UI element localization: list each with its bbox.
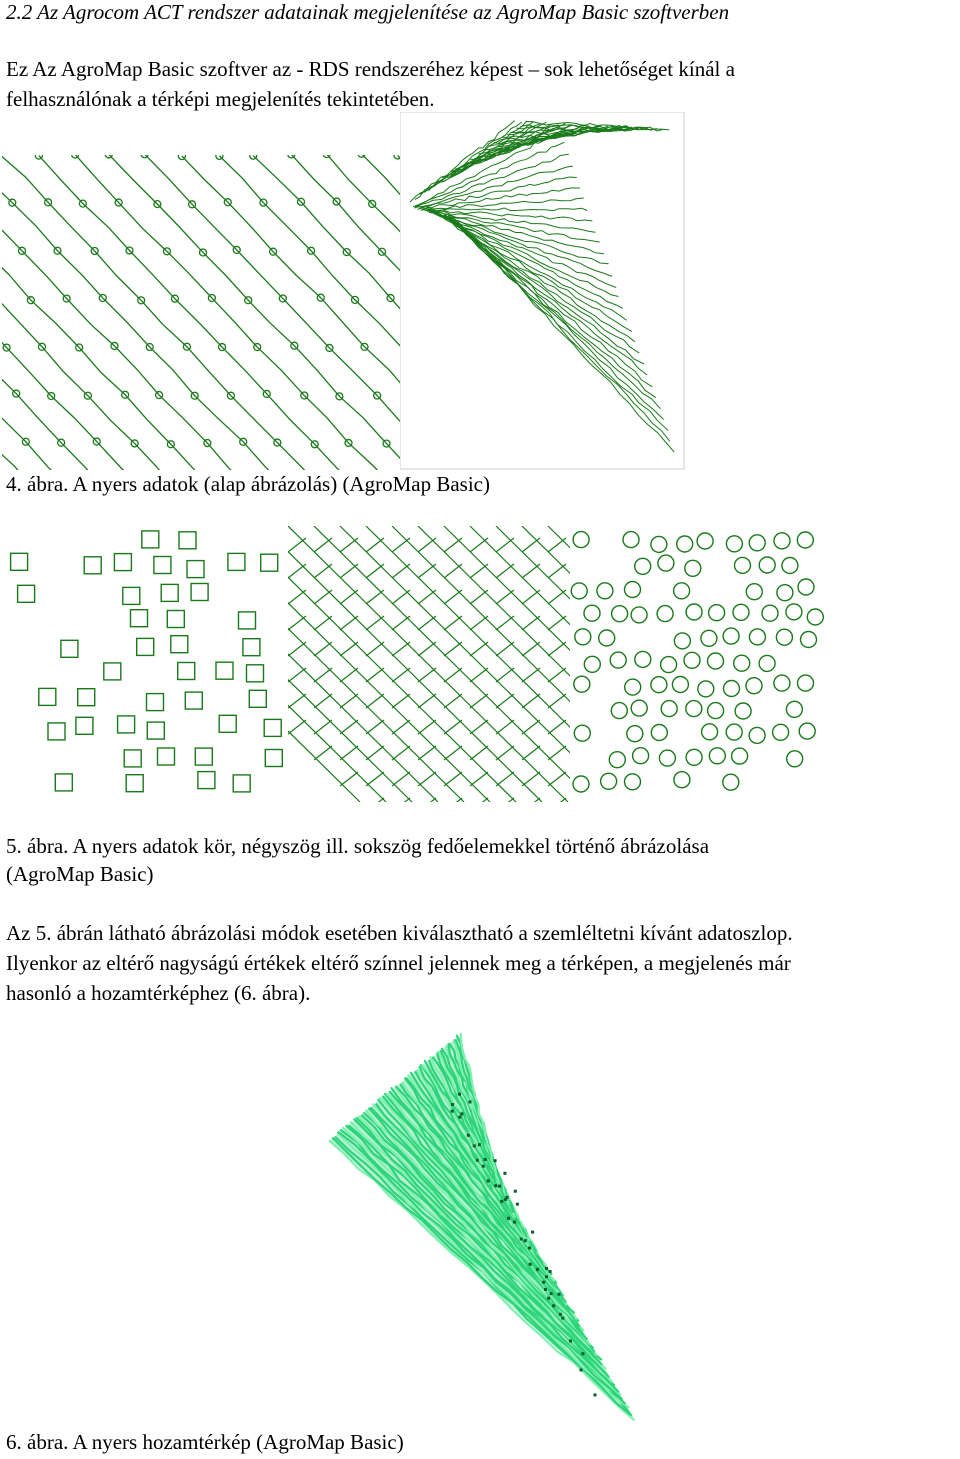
square-marker bbox=[118, 716, 135, 733]
polygon-edge bbox=[418, 668, 436, 682]
polygon-edge bbox=[418, 798, 436, 802]
square-marker bbox=[11, 553, 28, 570]
polygon-edge bbox=[522, 526, 570, 802]
polygon-edge bbox=[340, 746, 358, 760]
polygon-edge bbox=[470, 798, 488, 802]
polygon-edge bbox=[548, 694, 566, 708]
yield-dark-spot bbox=[558, 1293, 561, 1296]
circle-marker bbox=[674, 772, 690, 788]
yield-dark-spot bbox=[561, 1317, 564, 1320]
polygon-edge bbox=[366, 772, 384, 786]
circle-marker bbox=[651, 536, 667, 552]
square-marker bbox=[55, 774, 72, 791]
square-marker bbox=[195, 748, 212, 765]
circle-marker bbox=[709, 605, 725, 621]
polygon-edge bbox=[288, 526, 568, 802]
circle-marker bbox=[749, 629, 765, 645]
polygon-edge bbox=[392, 798, 410, 802]
circle-marker bbox=[633, 748, 649, 764]
circle-marker bbox=[571, 583, 587, 599]
yield-dark-spot bbox=[545, 1275, 548, 1278]
circle-marker bbox=[786, 604, 802, 620]
square-marker bbox=[48, 723, 65, 740]
yield-dark-spot bbox=[549, 1270, 552, 1273]
yield-dark-spot bbox=[487, 1179, 490, 1182]
square-marker bbox=[185, 692, 202, 709]
square-marker bbox=[179, 532, 196, 549]
yield-dark-spot bbox=[544, 1288, 547, 1291]
yield-dark-spot bbox=[594, 1393, 597, 1396]
circle-marker bbox=[733, 604, 749, 620]
polygon-edge bbox=[548, 668, 566, 682]
yield-dark-spot bbox=[504, 1198, 507, 1201]
circle-marker bbox=[735, 557, 751, 573]
circle-marker bbox=[672, 677, 688, 693]
circle-marker bbox=[597, 583, 613, 599]
yield-dark-spot bbox=[559, 1313, 562, 1316]
polygon-edge bbox=[496, 746, 514, 760]
polygon-edge bbox=[392, 746, 410, 760]
figure4-points-panel bbox=[2, 155, 400, 470]
track-line bbox=[291, 155, 400, 470]
yield-dark-spot bbox=[467, 1134, 470, 1137]
circle-marker bbox=[627, 726, 643, 742]
yield-dark-spot bbox=[494, 1159, 497, 1162]
square-marker bbox=[124, 750, 141, 767]
circle-marker bbox=[651, 677, 667, 693]
square-marker bbox=[243, 639, 260, 656]
polygon-edge bbox=[288, 526, 386, 802]
circle-marker bbox=[746, 678, 762, 694]
intro-line-2: felhasználónak a térképi megjelenítés tekintetében. bbox=[6, 87, 435, 111]
point-marker bbox=[288, 155, 295, 158]
square-marker bbox=[78, 689, 95, 706]
yield-dark-spot bbox=[469, 1100, 472, 1103]
intro-line-1: Ez Az AgroMap Basic szoftver az - RDS rendszeréhez képest – sok lehetőséget kínál a bbox=[6, 57, 735, 81]
polygon-edge bbox=[366, 746, 384, 760]
polygon-edge bbox=[288, 720, 306, 734]
point-marker bbox=[250, 155, 257, 159]
polygon-edge bbox=[418, 694, 436, 708]
yield-dark-spot bbox=[498, 1185, 501, 1188]
yield-dark-spot bbox=[547, 1297, 550, 1300]
circle-marker bbox=[799, 723, 815, 739]
square-marker bbox=[191, 584, 208, 601]
polygon-edge bbox=[340, 694, 358, 708]
circle-marker bbox=[734, 655, 750, 671]
circle-marker bbox=[686, 604, 702, 620]
square-marker bbox=[219, 715, 236, 732]
circle-marker bbox=[686, 749, 702, 765]
circle-marker bbox=[623, 532, 639, 548]
circle-marker bbox=[573, 532, 589, 548]
circle-marker bbox=[611, 703, 627, 719]
circle-marker bbox=[601, 773, 617, 789]
polygon-edge bbox=[392, 772, 410, 786]
polygon-edge bbox=[548, 746, 566, 760]
polygon-edge bbox=[470, 538, 488, 552]
polygon-edge bbox=[340, 668, 358, 682]
yield-dark-spot bbox=[529, 1263, 532, 1266]
track-line bbox=[2, 155, 107, 470]
polygon-edge bbox=[444, 668, 462, 682]
polygon-edge bbox=[470, 746, 488, 760]
polygon-edge bbox=[548, 538, 566, 552]
square-marker bbox=[167, 611, 184, 628]
yield-dark-spot bbox=[536, 1268, 539, 1271]
square-marker bbox=[137, 638, 154, 655]
square-marker bbox=[239, 612, 256, 629]
circle-marker bbox=[657, 606, 673, 622]
polygon-edge bbox=[548, 772, 566, 786]
yield-dark-spot bbox=[484, 1158, 487, 1161]
yield-dark-spot bbox=[494, 1184, 497, 1187]
polygon-edge bbox=[470, 720, 488, 734]
figure4-caption: 4. ábra. A nyers adatok (alap ábrázolás) (AgroMap Basic) bbox=[6, 472, 490, 496]
square-marker bbox=[228, 553, 245, 570]
yield-dark-spot bbox=[520, 1238, 523, 1241]
yield-dark-spot bbox=[545, 1267, 548, 1270]
circle-marker bbox=[724, 681, 740, 697]
circle-marker bbox=[575, 629, 591, 645]
polygon-edge bbox=[314, 694, 332, 708]
circle-marker bbox=[801, 632, 817, 648]
point-marker bbox=[105, 155, 112, 158]
polygon-edge bbox=[288, 694, 306, 708]
point-marker bbox=[216, 155, 223, 159]
figure5-circles-panel bbox=[570, 530, 826, 802]
square-marker bbox=[84, 557, 101, 574]
circle-marker bbox=[685, 560, 701, 576]
square-marker bbox=[249, 690, 266, 707]
polygon-edge bbox=[314, 720, 332, 734]
polygon-edge bbox=[366, 694, 384, 708]
circle-marker bbox=[746, 584, 762, 600]
circle-marker bbox=[573, 776, 589, 792]
circle-marker bbox=[631, 700, 647, 716]
point-marker bbox=[178, 155, 185, 160]
square-marker bbox=[147, 722, 164, 739]
track-line bbox=[253, 156, 400, 470]
figure5-caption-line-2: (AgroMap Basic) bbox=[6, 862, 154, 886]
polygon-edge bbox=[288, 526, 438, 802]
circle-marker bbox=[659, 750, 675, 766]
yield-dark-spot bbox=[476, 1159, 479, 1162]
polygon-edge bbox=[470, 694, 488, 708]
circle-marker bbox=[674, 633, 690, 649]
polygon-edge bbox=[496, 720, 514, 734]
circle-marker bbox=[697, 533, 713, 549]
polygon-edge bbox=[470, 526, 570, 802]
polygon-edge bbox=[288, 526, 542, 802]
point-marker bbox=[358, 155, 365, 157]
square-marker bbox=[171, 636, 188, 653]
circle-marker bbox=[708, 653, 724, 669]
square-marker bbox=[123, 587, 140, 604]
polygon-edge bbox=[366, 798, 384, 802]
circle-marker bbox=[612, 606, 628, 622]
circle-marker bbox=[684, 652, 700, 668]
square-marker bbox=[131, 610, 148, 627]
circle-marker bbox=[807, 609, 823, 625]
circle-marker bbox=[610, 652, 626, 668]
circle-marker bbox=[797, 532, 813, 548]
yield-dark-spot bbox=[581, 1352, 584, 1355]
polygon-edge bbox=[522, 798, 540, 802]
square-marker bbox=[154, 557, 171, 574]
polygon-edge bbox=[496, 668, 514, 682]
polygon-edge bbox=[444, 538, 462, 552]
square-marker bbox=[187, 561, 204, 578]
circle-marker bbox=[625, 679, 641, 695]
circle-marker bbox=[774, 675, 790, 691]
polygon-edge bbox=[392, 526, 570, 802]
polygon-edge bbox=[392, 538, 410, 552]
yield-dark-spot bbox=[513, 1221, 516, 1224]
track-line bbox=[448, 215, 664, 419]
circle-marker bbox=[759, 557, 775, 573]
square-marker bbox=[264, 719, 281, 736]
yield-dark-spot bbox=[514, 1190, 517, 1193]
yield-dark-spot bbox=[580, 1369, 583, 1372]
square-marker bbox=[114, 554, 131, 571]
yield-dark-spot bbox=[451, 1110, 454, 1113]
polygon-edge bbox=[392, 720, 410, 734]
yield-dark-spot bbox=[460, 1112, 463, 1115]
circle-marker bbox=[702, 724, 718, 740]
polygon-edge bbox=[470, 772, 488, 786]
polygon-edge bbox=[392, 694, 410, 708]
circle-marker bbox=[698, 681, 714, 697]
point-marker bbox=[141, 155, 148, 158]
figure6-caption: 6. ábra. A nyers hozamtérkép (AgroMap Basic) bbox=[6, 1430, 404, 1454]
yield-dark-spot bbox=[569, 1340, 572, 1343]
circle-marker bbox=[709, 748, 725, 764]
track-line bbox=[219, 156, 400, 470]
polygon-edge bbox=[470, 668, 488, 682]
figure5-squares-panel bbox=[2, 530, 288, 802]
polygon-edge bbox=[496, 526, 570, 802]
circle-marker bbox=[749, 535, 765, 551]
circle-marker bbox=[786, 701, 802, 717]
circle-marker bbox=[735, 703, 751, 719]
circle-marker bbox=[798, 675, 814, 691]
circle-marker bbox=[776, 629, 792, 645]
circle-marker bbox=[574, 676, 590, 692]
polygon-edge bbox=[522, 772, 540, 786]
body-line-1: Az 5. ábrán látható ábrázolási módok esetében kiválasztható a szemléltetni kívánt adatoszlop. bbox=[6, 921, 793, 945]
polygon-edge bbox=[444, 798, 462, 802]
polygon-edge bbox=[392, 668, 410, 682]
yield-dark-spot bbox=[524, 1239, 527, 1242]
circle-marker bbox=[677, 536, 693, 552]
circle-marker bbox=[726, 536, 742, 552]
polygon-edge bbox=[288, 538, 306, 552]
circle-marker bbox=[798, 579, 814, 595]
polygon-edge bbox=[522, 720, 540, 734]
circle-marker bbox=[599, 630, 615, 646]
circle-marker bbox=[773, 724, 789, 740]
polygon-edge bbox=[418, 538, 436, 552]
circle-marker bbox=[732, 748, 748, 764]
circle-marker bbox=[584, 605, 600, 621]
square-marker bbox=[142, 531, 159, 548]
polygon-edge bbox=[340, 538, 358, 552]
polygon-edge bbox=[314, 538, 332, 552]
track-line bbox=[2, 155, 145, 470]
polygon-edge bbox=[522, 668, 540, 682]
yield-dark-spot bbox=[531, 1231, 534, 1234]
polygon-edge bbox=[418, 772, 436, 786]
polygon-edge bbox=[522, 538, 540, 552]
polygon-edge bbox=[496, 694, 514, 708]
polygon-edge bbox=[522, 746, 540, 760]
circle-marker bbox=[759, 655, 775, 671]
polygon-edge bbox=[522, 694, 540, 708]
circle-marker bbox=[726, 724, 742, 740]
figure6-yield-map bbox=[300, 1020, 660, 1430]
square-marker bbox=[39, 688, 56, 705]
square-marker bbox=[104, 663, 121, 680]
polygon-edge bbox=[444, 746, 462, 760]
body-line-2: Ilyenkor az eltérő nagyságú értékek eltérő színnel jelennek meg a térképen, a megjelenés már bbox=[6, 951, 791, 975]
section-heading: 2.2 Az Agrocom ACT rendszer adatainak megjelenítése az AgroMap Basic szoftverben bbox=[6, 0, 730, 24]
circle-marker bbox=[635, 651, 651, 667]
yield-dark-spot bbox=[458, 1116, 461, 1119]
track-line bbox=[39, 156, 360, 470]
polygon-edge bbox=[496, 772, 514, 786]
polygon-edge bbox=[288, 668, 306, 682]
square-marker bbox=[161, 584, 178, 601]
track-line bbox=[2, 155, 251, 470]
circle-marker bbox=[674, 583, 690, 599]
circle-marker bbox=[635, 558, 651, 574]
square-marker bbox=[265, 750, 282, 767]
yield-dark-spot bbox=[458, 1093, 461, 1096]
track-line bbox=[2, 155, 216, 470]
figure5-polygons-panel bbox=[288, 526, 570, 802]
polygon-edge bbox=[314, 746, 332, 760]
square-marker bbox=[178, 663, 195, 680]
figure5-caption-line-1: 5. ábra. A nyers adatok kör, négyszög ill. sokszög fedőelemekkel történő ábrázolása bbox=[6, 834, 710, 858]
square-marker bbox=[18, 585, 35, 602]
circle-marker bbox=[777, 585, 793, 601]
square-marker bbox=[233, 775, 250, 792]
panel-frame bbox=[400, 112, 684, 469]
circle-marker bbox=[574, 725, 590, 741]
circle-marker bbox=[686, 701, 702, 717]
yield-dark-spot bbox=[500, 1200, 503, 1203]
circle-marker bbox=[782, 558, 798, 574]
body-line-3: hasonló a hozamtérképhez (6. ábra). bbox=[6, 981, 311, 1005]
yield-dark-spot bbox=[478, 1143, 481, 1146]
track-line bbox=[413, 133, 559, 207]
circle-marker bbox=[749, 727, 765, 743]
polygon-edge bbox=[418, 526, 570, 802]
polygon-edge bbox=[548, 720, 566, 734]
yield-dark-spot bbox=[528, 1247, 531, 1250]
circle-marker bbox=[762, 605, 778, 621]
circle-marker bbox=[661, 657, 677, 673]
circle-marker bbox=[658, 555, 674, 571]
yield-dark-spot bbox=[516, 1203, 519, 1206]
circle-marker bbox=[723, 628, 739, 644]
square-marker bbox=[247, 665, 264, 682]
track-line bbox=[145, 155, 400, 470]
yield-dark-spot bbox=[451, 1103, 454, 1106]
circle-marker bbox=[651, 725, 667, 741]
polygon-edge bbox=[418, 746, 436, 760]
yield-dark-spot bbox=[473, 1144, 476, 1147]
square-marker bbox=[158, 748, 175, 765]
circle-marker bbox=[723, 774, 739, 790]
circle-marker bbox=[701, 630, 717, 646]
track-line bbox=[450, 216, 670, 441]
polygon-edge bbox=[444, 694, 462, 708]
yield-dark-spot bbox=[503, 1172, 506, 1175]
square-marker bbox=[147, 694, 164, 711]
polygon-edge bbox=[444, 772, 462, 786]
circle-marker bbox=[584, 656, 600, 672]
yield-dark-spot bbox=[542, 1281, 545, 1284]
point-marker bbox=[35, 155, 42, 159]
square-marker bbox=[76, 717, 93, 734]
square-marker bbox=[126, 775, 143, 792]
polygon-edge bbox=[340, 772, 358, 786]
polygon-edge bbox=[340, 720, 358, 734]
square-marker bbox=[216, 662, 233, 679]
polygon-edge bbox=[314, 668, 332, 682]
circle-marker bbox=[625, 582, 641, 598]
polygon-edge bbox=[496, 538, 514, 552]
circle-marker bbox=[774, 533, 790, 549]
yield-dark-spot bbox=[550, 1292, 553, 1295]
circle-marker bbox=[708, 703, 724, 719]
circle-marker bbox=[661, 701, 677, 717]
yield-dark-spot bbox=[482, 1165, 485, 1168]
polygon-edge bbox=[366, 668, 384, 682]
polygon-edge bbox=[444, 720, 462, 734]
circle-marker bbox=[625, 774, 641, 790]
track-line bbox=[2, 156, 325, 470]
polygon-edge bbox=[366, 720, 384, 734]
yield-dark-spot bbox=[507, 1217, 510, 1220]
polygon-edge bbox=[496, 798, 514, 802]
circle-marker bbox=[787, 751, 803, 767]
polygon-edge bbox=[548, 798, 566, 802]
square-marker bbox=[261, 554, 278, 571]
square-marker bbox=[61, 640, 78, 657]
track-line bbox=[427, 209, 600, 242]
figure4-track-panel bbox=[400, 112, 685, 470]
yield-dark-spot bbox=[552, 1304, 555, 1307]
point-marker bbox=[323, 155, 330, 158]
circle-marker bbox=[609, 752, 625, 768]
track-line bbox=[415, 166, 573, 207]
polygon-edge bbox=[418, 720, 436, 734]
polygon-edge bbox=[444, 526, 570, 802]
circle-marker bbox=[631, 607, 647, 623]
track-line bbox=[75, 155, 396, 470]
square-marker bbox=[198, 772, 215, 789]
polygon-edge bbox=[366, 538, 384, 552]
